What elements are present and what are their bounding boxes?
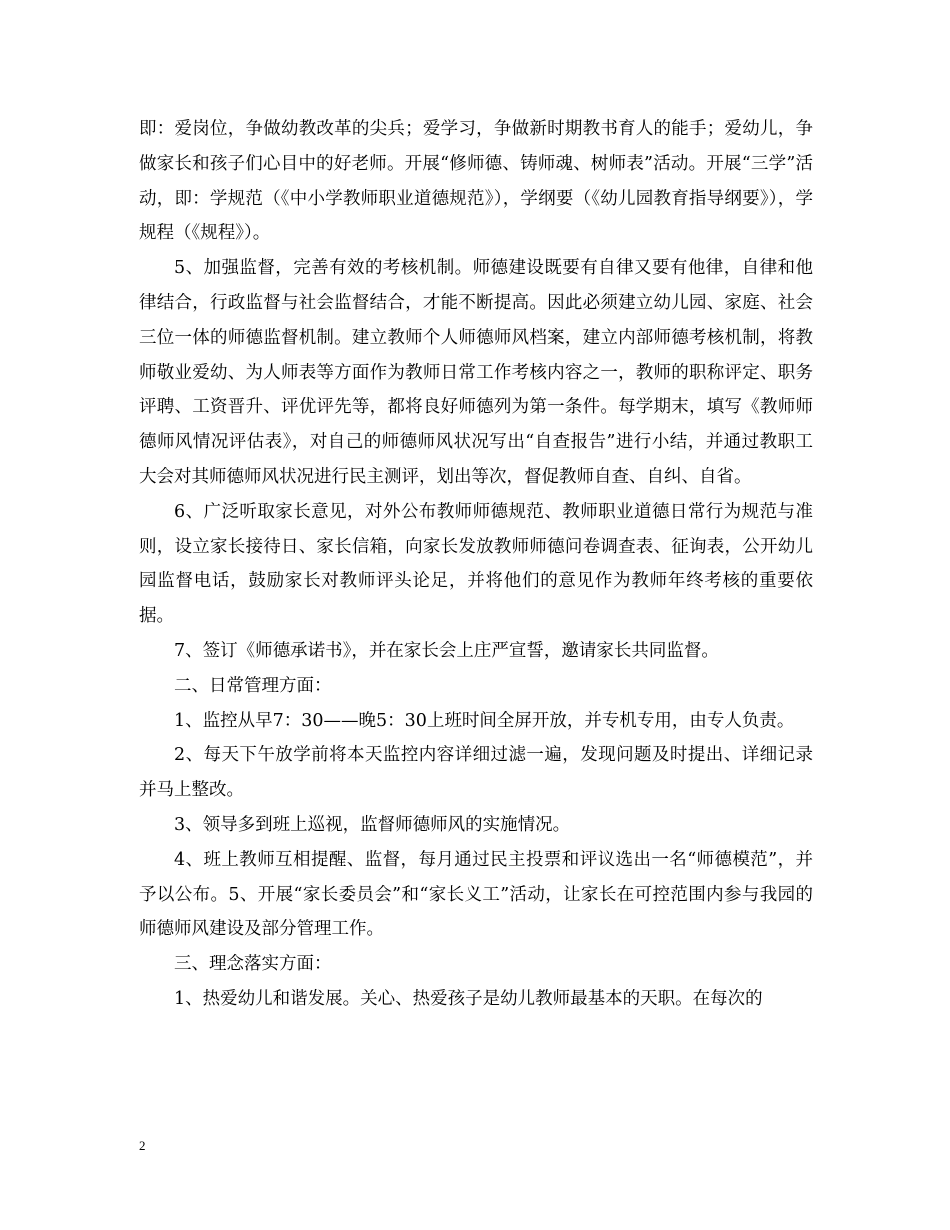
body-text (139, 112, 813, 1017)
paragraph-daily-3: 3、领导多到班上巡视，监督师德师风的实施情况。 (174, 814, 571, 835)
paragraph-daily-2: 2、每天下午放学前将本天监控内容详细过滤一遍，发现问题及时提出、详细记录并马上整改。 (139, 745, 813, 801)
section-heading-concept: 三、理念落实方面： (174, 954, 332, 975)
paragraph-daily-4-5: 4、班上教师互相提醒、监督，每月通过民主投票和评议选出一名“师德模范”，并予以公布。5、开展“家长委员会”和“家长义工”活动，让家长在可控范围内参与我园的师德师风建设及部分管理工作。 (139, 849, 813, 940)
paragraph-item-5: 5、加强监督，完善有效的考核机制。师德建设既要有自律又要有他律，自律和他律结合，行政监督与社会监督结合，才能不断提高。因此必须建立幼儿园、家庭、社会三位一体的师德监督机制。建立教师个人师德师风档案，建立内部师德考核机制，将教师敬业爱幼、为人师表等方面作为教师日常工作考核内容之一，教师的职称评定、职务评聘、工资晋升、评优评先等，都将良好师德列为第一条件。每学期末，填写《教师师德师风情况评估表》，对自己的师德师风状况写出“自查报告”进行小结，并通过教职工大会对其师德师风状况进行民主测评，划出等次，督促教师自查、自纠、自省。 (139, 258, 813, 487)
section-heading-daily-management: 二、日常管理方面： (174, 675, 332, 696)
paragraph-continuation: 即：爱岗位，争做幼教改革的尖兵；爱学习，争做新时期教书育人的能手；爱幼儿，争做家长和孩子们心目中的好老师。开展“修师德、铸师魂、树师表”活动。开展“三学”活动，即：学规范（《中小学教师职业道德规范》），学纲要（《幼儿园教育指导纲要》），学规程（《规程》）。 (139, 119, 813, 244)
paragraph-item-7: 7、签订《师德承诺书》，并在家长会上庄严宣誓，邀请家长共同监督。 (174, 640, 719, 661)
paragraph-item-6: 6、广泛听取家长意见，对外公布教师师德规范、教师职业道德日常行为规范与准则，设立家长接待日、家长信箱，向家长发放教师师德问卷调查表、征询表，公开幼儿园监督电话，鼓励家长对教师评头论足，并将他们的意见作为教师年终考核的重要依据。 (139, 501, 813, 627)
paragraph-concept-1: 1、热爱幼儿和谐发展。关心、热爱孩子是幼儿教师最基本的天职。在每次的 (174, 988, 763, 1009)
paragraph-daily-1: 1、监控从早7：30——晚5：30上班时间全屏开放，并专机专用，由专人负责。 (174, 710, 795, 731)
page-number: 2 (139, 1138, 146, 1153)
